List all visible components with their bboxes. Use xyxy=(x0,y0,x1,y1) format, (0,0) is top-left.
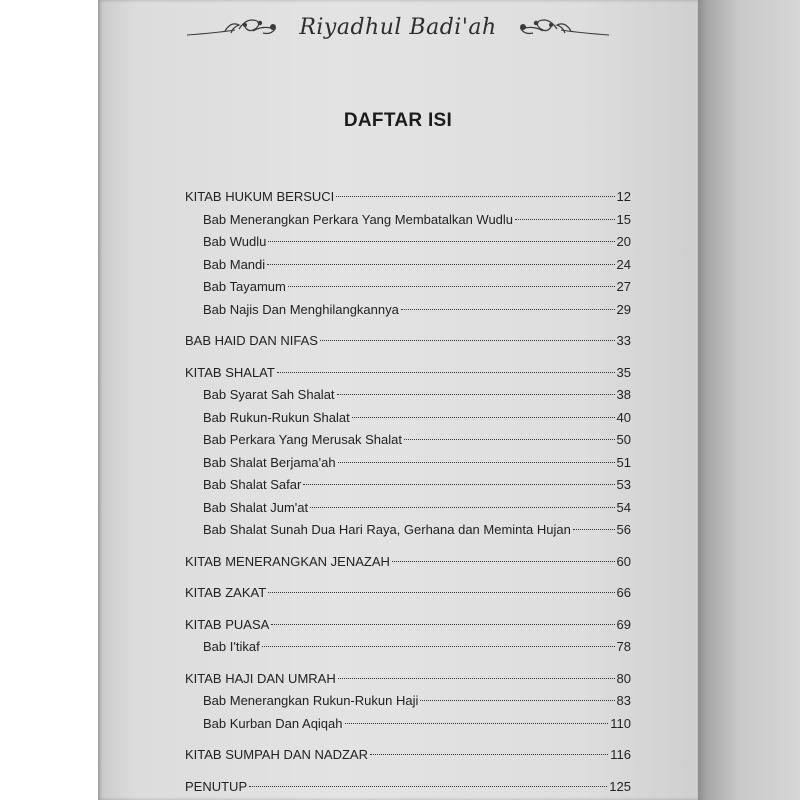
toc-subentry xyxy=(185,276,631,299)
toc-subentry xyxy=(185,407,631,430)
toc-page-number: 80 xyxy=(616,670,631,686)
toc-subentry xyxy=(185,690,631,713)
dot-leader xyxy=(267,264,614,265)
toc-page-number: 110 xyxy=(610,715,631,731)
toc-page-number: 66 xyxy=(616,585,631,600)
dot-leader xyxy=(277,372,615,373)
dot-leader xyxy=(345,723,609,724)
toc-entry-title: Bab Wudlu xyxy=(203,234,267,249)
dot-leader xyxy=(337,394,615,395)
left-ornament-icon xyxy=(185,13,285,41)
toc-entry-title: Bab Shalat Safar xyxy=(203,477,302,492)
toc-page-number: 12 xyxy=(616,189,631,204)
right-ornament-icon xyxy=(511,13,611,41)
toc-entry-title: KITAB MENERANGKAN JENAZAH xyxy=(185,553,390,569)
toc-entry xyxy=(185,744,631,767)
toc-entry-title: KITAB HUKUM BERSUCI xyxy=(185,189,335,204)
dot-leader xyxy=(271,624,614,625)
dot-leader xyxy=(268,592,614,593)
toc-page-number: 24 xyxy=(616,256,631,272)
toc-entry-title: Bab Menerangkan Perkara Yang Membatalkan Wudlu xyxy=(203,211,514,227)
toc-entry-title: Bab Rukun-Rukun Shalat xyxy=(203,409,350,425)
toc-entry-title: KITAB SHALAT xyxy=(185,364,275,380)
toc-subentry xyxy=(185,429,631,452)
dot-leader xyxy=(573,529,615,530)
toc-page-number: 69 xyxy=(616,616,631,632)
toc-entry xyxy=(185,668,631,691)
toc-page-number: 15 xyxy=(616,211,631,227)
toc-entry-title: Bab Shalat Sunah Dua Hari Raya, Gerhana dan Meminta Hujan xyxy=(203,522,571,537)
toc-entry-title: PENUTUP xyxy=(185,778,248,794)
toc-entry xyxy=(185,362,631,385)
dot-leader xyxy=(352,417,615,418)
toc-page-number: 27 xyxy=(616,279,631,294)
toc-page-number: 56 xyxy=(616,522,631,537)
dot-leader xyxy=(515,219,615,220)
toc-entry xyxy=(185,582,631,605)
toc-page-number: 54 xyxy=(616,499,631,515)
toc-page-number: 78 xyxy=(616,639,631,654)
toc-entry xyxy=(185,614,631,637)
toc-entry xyxy=(185,186,631,209)
toc-page-number: 40 xyxy=(616,409,631,425)
dot-leader xyxy=(338,462,615,463)
toc-entry-title: Bab Kurban Dan Aqiqah xyxy=(203,715,343,731)
toc-entry-title: Bab I'tikaf xyxy=(203,639,260,654)
dot-leader xyxy=(392,561,615,562)
toc-subentry xyxy=(185,299,631,322)
toc-subentry xyxy=(185,254,631,277)
background-left xyxy=(0,0,98,800)
dot-leader xyxy=(303,484,614,485)
toc-subentry xyxy=(185,209,631,232)
running-head-title: Riyadhul Badi'ah xyxy=(299,14,497,40)
dot-leader xyxy=(262,646,615,647)
toc-subentry xyxy=(185,636,631,659)
toc-page-number: 38 xyxy=(616,387,631,402)
toc-page-number: 33 xyxy=(616,333,631,348)
toc-page-number: 20 xyxy=(616,234,631,249)
toc-entry-title: KITAB HAJI DAN UMRAH xyxy=(185,670,336,686)
toc-page-number: 116 xyxy=(610,747,631,762)
toc-page-number: 50 xyxy=(616,432,631,447)
toc-subentry xyxy=(185,497,631,520)
toc-entry-title: Bab Shalat Berjama'ah xyxy=(203,454,336,470)
toc-subentry xyxy=(185,713,631,736)
toc-entry-title: Bab Perkara Yang Merusak Shalat xyxy=(203,432,402,447)
toc-page-number: 29 xyxy=(616,301,631,317)
toc-subentry xyxy=(185,452,631,475)
toc-entry-title: Bab Mandi xyxy=(203,256,266,272)
dot-leader xyxy=(338,678,615,679)
dot-leader xyxy=(404,439,615,440)
toc-entry-title: Bab Shalat Jum'at xyxy=(203,499,309,515)
dot-leader xyxy=(310,507,614,508)
toc-subentry xyxy=(185,519,631,542)
page-title: DAFTAR ISI xyxy=(343,110,453,131)
toc-page-number: 83 xyxy=(616,693,631,708)
dot-leader xyxy=(401,309,615,310)
toc-entry xyxy=(185,551,631,574)
dot-leader xyxy=(320,340,615,341)
page-header xyxy=(98,6,698,48)
dot-leader xyxy=(268,241,614,242)
dot-leader xyxy=(420,700,614,701)
toc-page-number: 35 xyxy=(616,364,631,380)
background-right xyxy=(698,0,800,800)
dot-leader xyxy=(288,286,615,287)
dot-leader xyxy=(249,786,607,787)
toc-entry-title: KITAB PUASA xyxy=(185,616,270,632)
toc-entry-title: Bab Najis Dan Menghilangkannya xyxy=(203,301,399,317)
toc-entry xyxy=(185,776,631,799)
toc-page-number: 53 xyxy=(616,477,631,492)
toc-page-number: 125 xyxy=(609,778,631,794)
toc-page-number: 60 xyxy=(616,553,631,569)
table-of-contents xyxy=(185,186,631,798)
toc-entry xyxy=(185,330,631,353)
dot-leader xyxy=(370,754,608,755)
dot-leader xyxy=(336,196,614,197)
toc-entry-title: KITAB ZAKAT xyxy=(185,585,267,600)
toc-entry-title: KITAB SUMPAH DAN NADZAR xyxy=(185,747,368,762)
toc-page-number: 51 xyxy=(616,454,631,470)
toc-entry-title: Bab Tayamum xyxy=(203,279,286,294)
toc-entry-title: BAB HAID DAN NIFAS xyxy=(185,333,318,348)
toc-subentry xyxy=(185,231,631,254)
toc-subentry xyxy=(185,474,631,497)
toc-entry-title: Bab Menerangkan Rukun-Rukun Haji xyxy=(203,693,419,708)
toc-subentry xyxy=(185,384,631,407)
toc-entry-title: Bab Syarat Sah Shalat xyxy=(203,387,335,402)
